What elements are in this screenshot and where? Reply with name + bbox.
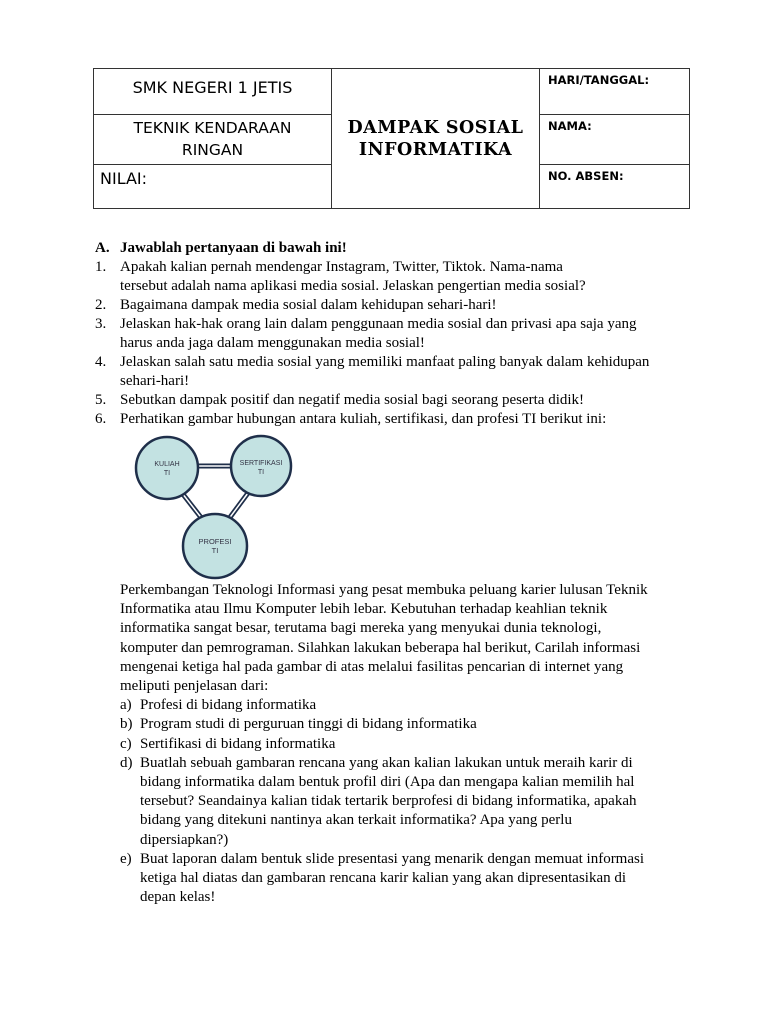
questions-section [95,239,715,429]
header-table [93,68,690,209]
paragraph-line: informatika sangat besar, terutama bagi mereka yang menyukai dunia teknologi, [120,620,602,637]
question-number: 5. [95,392,107,408]
task-letter: d) [120,754,133,771]
instruction-paragraph [120,581,700,907]
paragraph-line: mengenai ketiga hal pada gambar di atas melalui fasilitas pencarian di internet yang [120,658,624,675]
node-label: KULIAH [154,461,180,468]
text-line: bidang yang ditekuni nantinya akan terkait informatika? Apa yang perlu [140,812,572,829]
question-text [120,353,649,391]
text-line: Bagaimana dampak media sosial dalam kehidupan sehari-hari! [120,297,497,313]
text-line: Buatlah sebuah gambaran rencana yang akan kalian lakukan untuk meraih karir di [140,754,633,771]
text-line: dipersiapkan?) [140,831,229,848]
text-line: Buat laporan dalam bentuk slide presentasi yang menarik dengan memuat informasi [140,850,645,867]
text-line: depan kelas! [140,889,216,906]
question-number: 1. [95,259,107,275]
question-list [95,258,715,429]
node-label: SERTIFIKASI [239,460,283,467]
node-label: TI [257,469,265,476]
paragraph-line: Perkembangan Teknologi Informasi yang pesat membuka peluang karier lulusan Teknik [120,582,648,598]
question-item [95,315,715,353]
question-item [95,296,715,315]
no-absen-field[interactable]: NO. ABSEN: [540,165,690,209]
task-item [120,850,700,908]
question-number: 4. [95,354,107,370]
question-text [120,410,606,429]
major-name [94,115,332,165]
relationship-diagram [130,430,300,580]
section-title: Jawablah pertanyaan di bawah ini! [120,240,347,256]
task-item [120,696,700,715]
text-line: Apakah kalian pernah mendengar Instagram, Twitter, Tiktok. Nama-nama [120,259,563,275]
node-profesi [183,514,247,578]
paragraph-line: komputer dan pemrograman. Silahkan lakukan beberapa hal berikut, Carilah informasi [120,639,641,656]
task-letter: e) [120,850,132,867]
question-text [120,391,584,410]
paragraph-line: Informatika atau Ilmu Komputer lebih lebar. Kebutuhan terhadap keahlian teknik [120,601,608,618]
task-text [140,696,316,715]
major-line: TEKNIK KENDARAAN [133,119,292,137]
nama-field[interactable]: NAMA: [540,115,690,165]
text-line: Profesi di bidang informatika [140,697,317,714]
text-line: bidang informatika dalam bentuk profil diri (Apa dan mengapa kalian memilih hal [140,774,635,791]
question-text [120,296,497,315]
text-line: tersebut adalah nama aplikasi media sosial. Jelaskan pengertian media sosial? [120,278,586,294]
text-line: Perhatikan gambar hubungan antara kuliah, sertifikasi, dan profesi TI berikut ini: [120,411,607,427]
task-item [120,735,700,754]
text-line: Jelaskan hak-hak orang lain dalam penggunaan media sosial dan privasi apa saja yang [120,316,637,332]
paragraph-line: meliputi penjelasan dari: [120,678,269,695]
major-line: RINGAN [181,141,244,159]
question-item [95,353,715,391]
section-heading [95,239,715,258]
task-letter: b) [120,716,133,733]
text-line: harus anda jaga dalam menggunakan media sosial! [120,335,425,351]
question-number: 6. [95,411,107,427]
question-item [95,258,715,296]
question-text [120,258,586,296]
section-letter: A. [95,240,110,256]
node-label: TI [163,470,171,477]
question-item [95,410,715,429]
text-line: Jelaskan salah satu media sosial yang memiliki manfaat paling banyak dalam kehidupan [120,354,650,370]
school-name: SMK NEGERI 1 JETIS [94,69,332,115]
title-line: INFORMATIKA [358,139,513,160]
task-text [140,754,636,850]
task-text [140,735,335,754]
nilai-field[interactable]: NILAI: [94,165,332,209]
task-text [140,715,477,734]
node-kuliah [136,437,198,499]
question-number: 3. [95,316,107,332]
text-line: Program studi di perguruan tinggi di bidang informatika [140,716,477,733]
task-item [120,715,700,734]
task-list [120,696,700,907]
text-line: Sertifikasi di bidang informatika [140,735,336,752]
question-text [120,315,637,353]
node-sertifikasi [231,436,291,496]
question-number: 2. [95,297,107,313]
node-label: PROFESI [198,537,232,546]
task-item [120,754,700,850]
worksheet-title [332,69,540,209]
node-label: TI [211,546,219,555]
task-text [140,850,644,908]
task-letter: c) [120,735,132,752]
hari-tanggal-field[interactable]: HARI/TANGGAL: [540,69,690,115]
text-line: tersebut? Seandainya kalian tidak tertarik berprofesi di bidang informatika, apakah [140,793,637,810]
text-line: Sebutkan dampak positif dan negatif media sosial bagi seorang peserta didik! [120,392,585,408]
task-letter: a) [120,697,132,714]
question-item [95,391,715,410]
title-line: DAMPAK SOSIAL [347,117,524,138]
text-line: ketiga hal diatas dan gambaran rencana karir kalian yang akan dipresentasikan di [140,870,627,887]
text-line: sehari-hari! [120,373,190,389]
